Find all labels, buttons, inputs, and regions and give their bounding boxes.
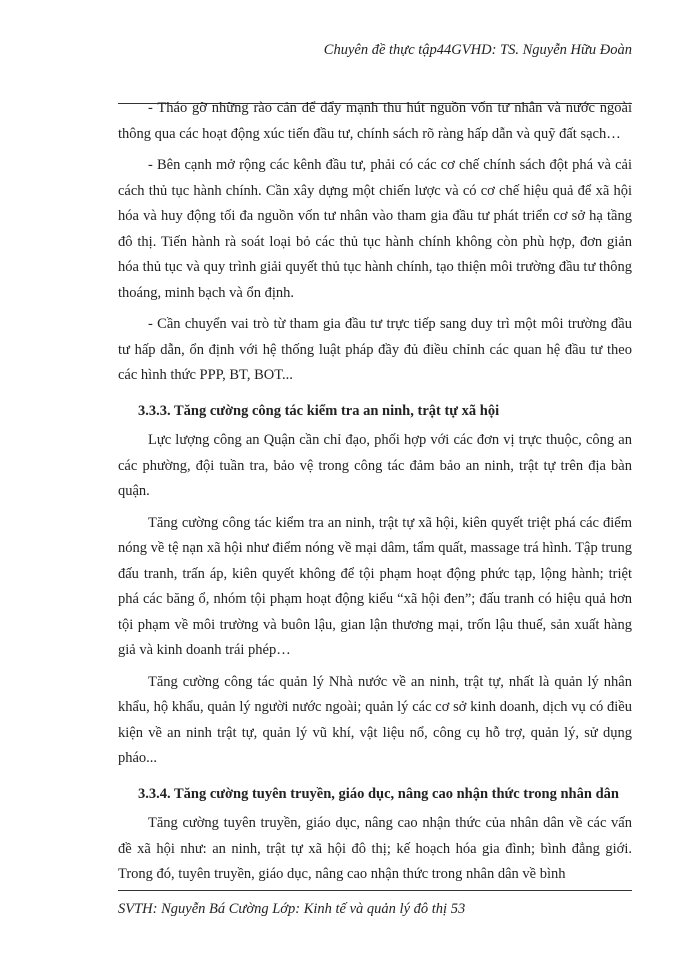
page-footer [118, 890, 632, 919]
paragraph: - Tháo gỡ những rào cản để đẩy mạnh thu hút nguồn vốn tư nhân và nước ngoài thông qua các hoạt động xúc tiến đầu tư, chính sách rõ ràng hấp dẫn và quỹ đất sạch… [118, 100, 632, 142]
paragraph: - Bên cạnh mở rộng các kênh đầu tư, phải có các cơ chế chính sách đột phá và cải cách thủ tục hành chính. Cần xây dựng một chiến lược và có cơ chế hiệu quả để xã hội hóa và huy động tối đa nguồn vốn tư nhân vào tham gia đầu tư phát triển cơ sở hạ tầng đô thị. Tiến hành rà soát loại bỏ các thủ tục hành chính không còn phù hợp, đơn giản hóa thủ tục và quy trình giải quyết thủ tục hành chính, tạo thiện môi trường đầu tư thông thoáng, minh bạch và ổn định. [118, 157, 632, 301]
paragraph: Lực lượng công an Quận cần chỉ đạo, phối hợp với các đơn vị trực thuộc, công an các phường, đội tuần tra, bảo vệ trong công tác đảm bảo an ninh, trật tự trên địa bàn quận. [118, 432, 632, 499]
paragraph: Tăng cường công tác kiểm tra an ninh, trật tự xã hội, kiên quyết triệt phá các điểm nóng về tệ nạn xã hội như điểm nóng về mại dâm, tẩm quất, massage trá hình. Tập trung đấu tranh, trấn áp, kiên quyết không để tội phạm hoạt động phức tạp, lộng hành; triệt phá các băng ổ, nhóm tội phạm hoạt động kiểu “xã hội đen”; đấu tranh có hiệu quả hơn tội phạm về môi trường và buôn lậu, gian lận thương mại, trốn lậu thuế, sản xuất hàng giả và kinh doanh trái phép… [118, 514, 632, 658]
paragraph: Tăng cường tuyên truyền, giáo dục, nâng cao nhận thức của nhân dân về các vấn đề xã hội như: an ninh, trật tự xã hội đô thị; kế hoạch hóa gia đình; bình đẳng giới. Trong đó, tuyên truyền, giáo dục, nâng cao nhận thức trong nhân dân về bình [118, 815, 632, 882]
header-text: Chuyên đề thực tập44GVHD: TS. Nguyễn Hữu Đoàn [323, 42, 632, 58]
section-heading-3-3-4: 3.3.4. Tăng cường tuyên truyền, giáo dục, nâng cao nhận thức trong nhân dân [138, 785, 619, 802]
paragraph: - Cần chuyển vai trò từ tham gia đầu tư trực tiếp sang duy trì một môi trường đầu tư hấp dẫn, ổn định với hệ thống luật pháp đầy đủ điều chỉnh các quan hệ đầu tư theo các hình thức PPP, BT, BOT... [118, 316, 632, 383]
section-heading-3-3-3: 3.3.3. Tăng cường công tác kiểm tra an ninh, trật tự xã hội [138, 402, 500, 419]
page-header [118, 38, 632, 104]
footer-text: SVTH: Nguyễn Bá Cường Lớp: Kinh tế và quản lý đô thị 53 [118, 901, 466, 917]
paragraph: Tăng cường công tác quản lý Nhà nước về an ninh, trật tự, nhất là quản lý nhân khẩu, hộ khẩu, quản lý người nước ngoài; quản lý các cơ sở kinh doanh, dịch vụ có điều kiện về an ninh trật tự, quản lý vũ khí, vật liệu nổ, công cụ hỗ trợ, quản lý, sử dụng pháo... [118, 673, 632, 766]
page-body [118, 96, 632, 888]
